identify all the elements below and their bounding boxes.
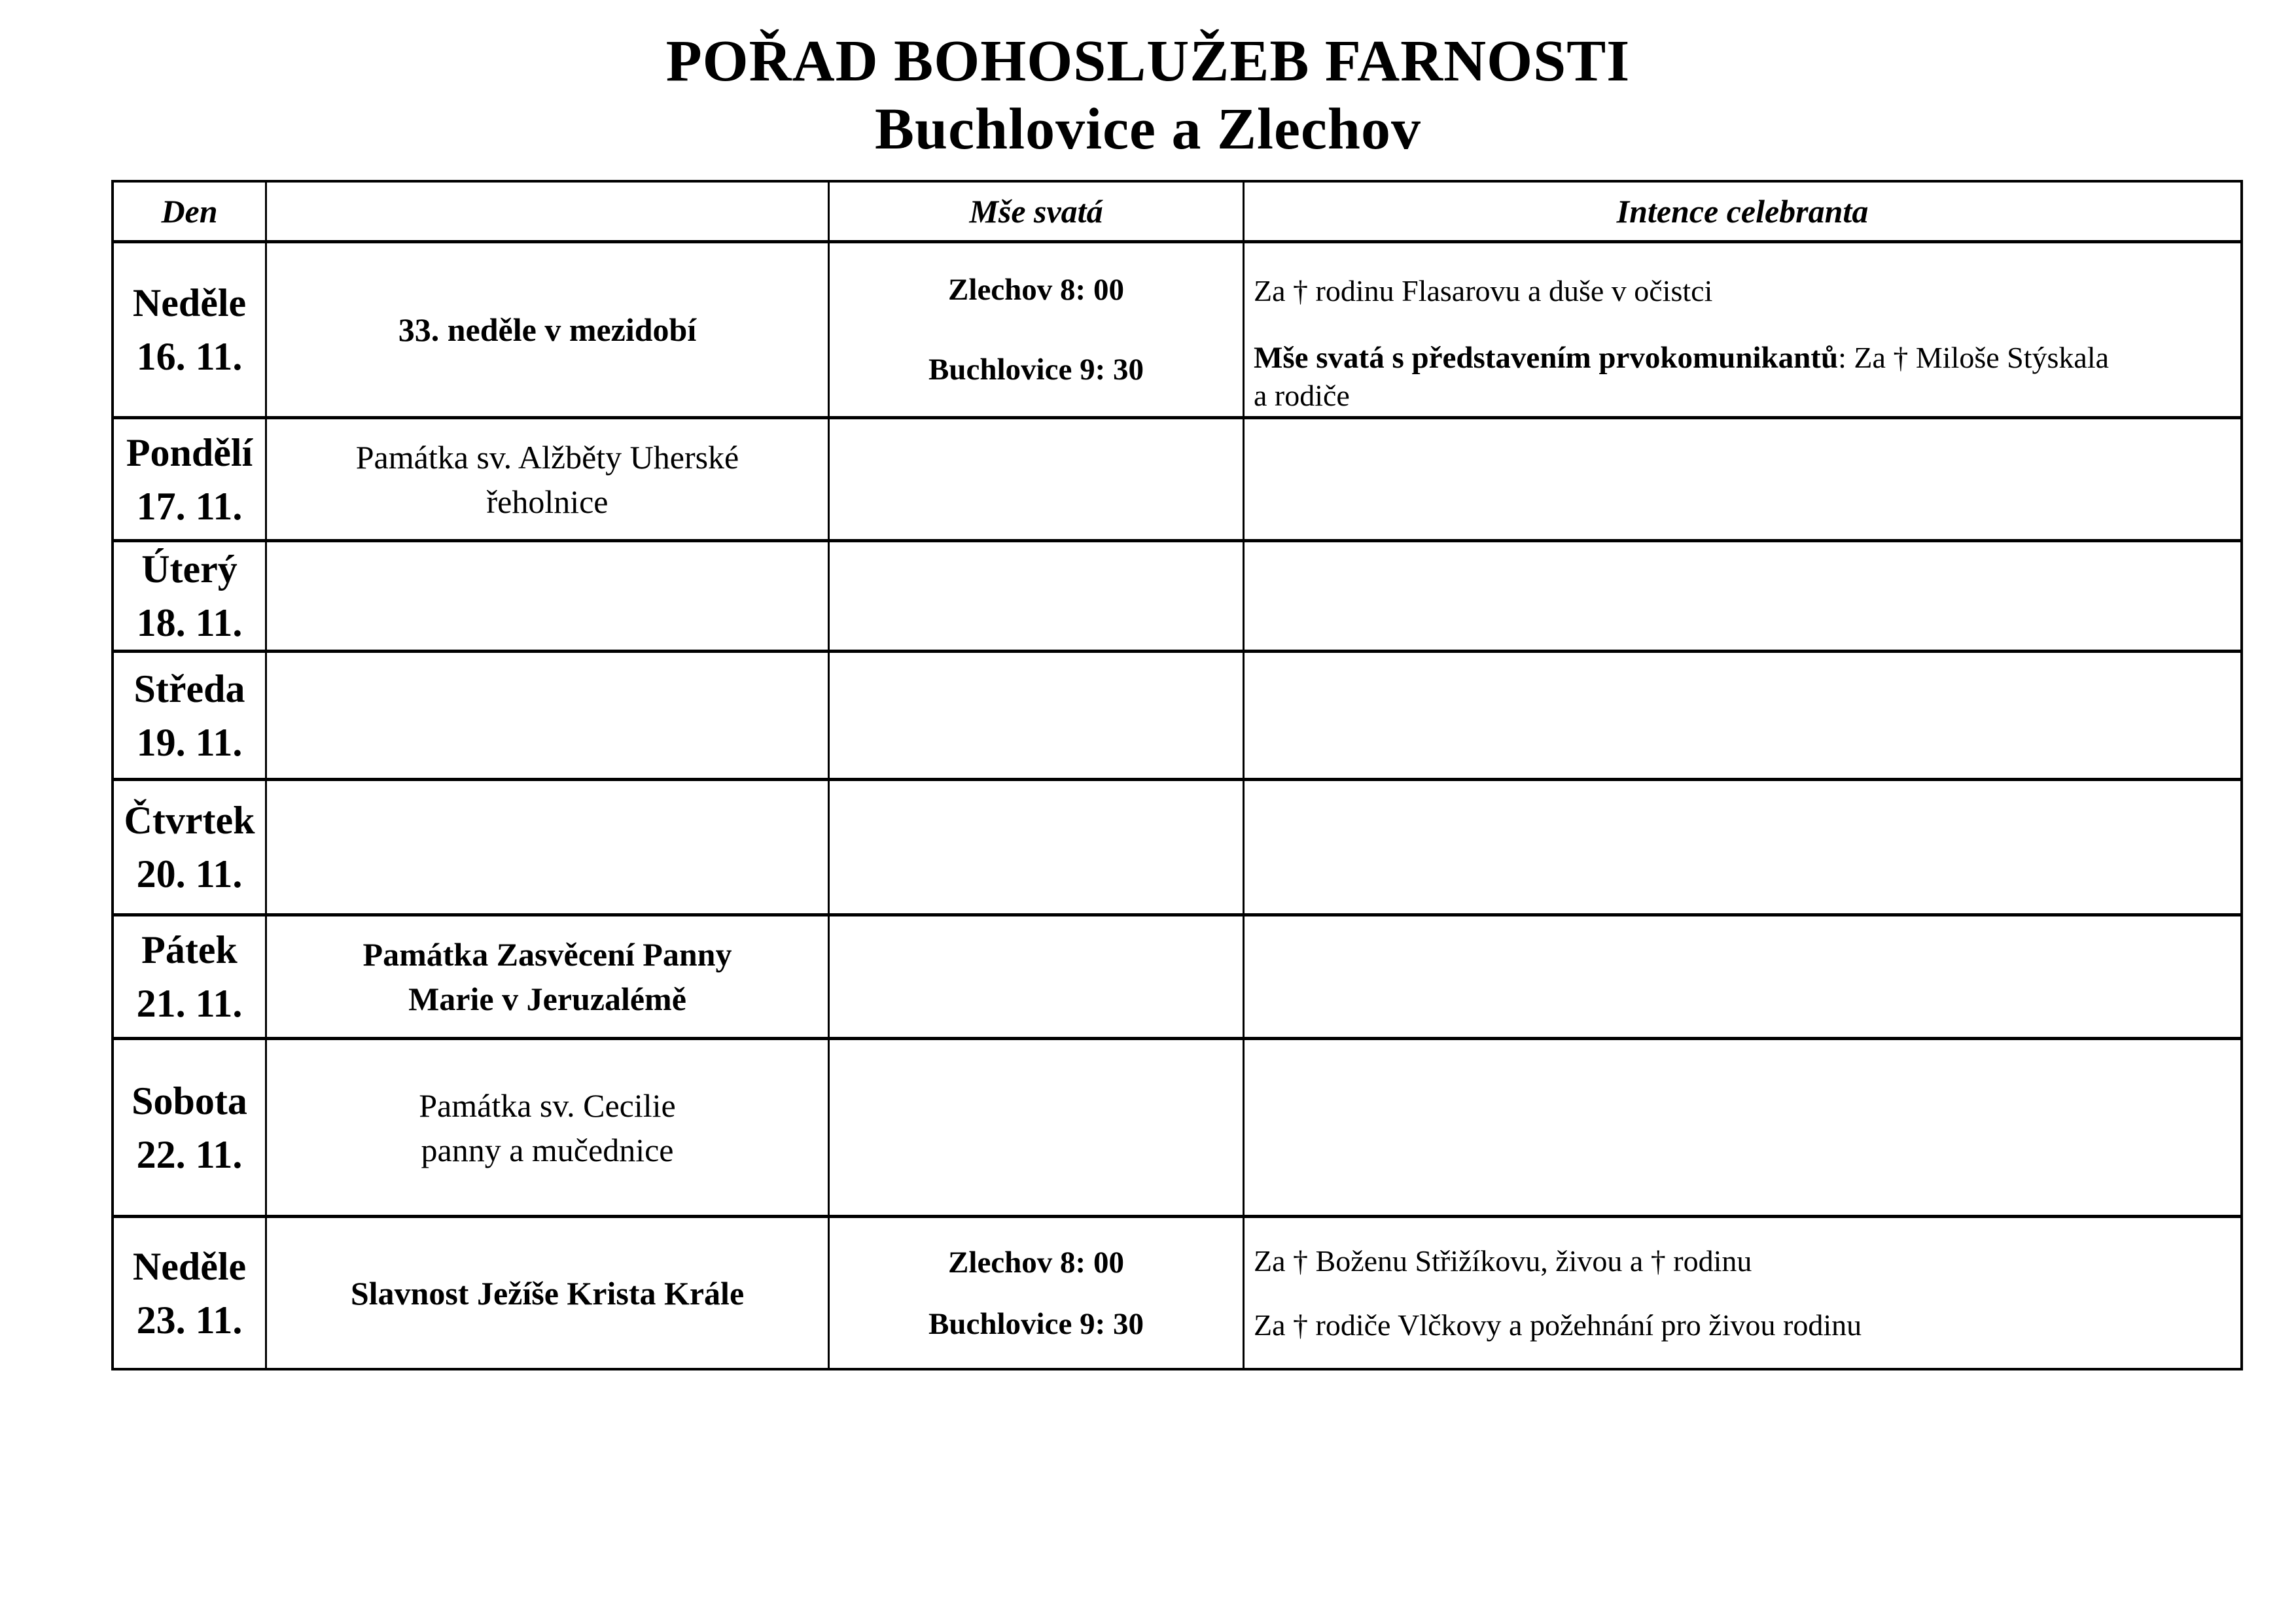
feast-line-1: Památka sv. Cecilie (419, 1087, 676, 1124)
day-cell-thursday-20 (114, 781, 267, 916)
feast-line-2: panny a mučednice (421, 1131, 674, 1168)
day-date: 23. 11. (136, 1298, 243, 1342)
title-line-2: Buchlovice a Zlechov (875, 97, 1421, 162)
day-date: 18. 11. (136, 601, 243, 644)
intention-line-2 (1254, 339, 2234, 415)
day-name: Neděle (132, 281, 247, 324)
mass-time-1: Zlechov 8: 00 (948, 1245, 1124, 1280)
feast-cell-wednesday-19 (267, 653, 830, 781)
feast-cell-saturday-22 (267, 1040, 830, 1218)
day-name: Sobota (132, 1079, 247, 1123)
title-line-1: POŘAD BOHOSLUŽEB FARNOSTI (665, 29, 1631, 94)
feast-line: 33. neděle v mezidobí (398, 311, 697, 348)
day-name: Úterý (141, 548, 238, 591)
day-cell-wednesday-19 (114, 653, 267, 781)
intention-cell-friday-21 (1245, 916, 2240, 1040)
document-title (0, 27, 2296, 164)
day-cell-sunday-16 (114, 243, 267, 419)
mass-cell-sunday-23 (830, 1218, 1245, 1368)
mass-time-1: Zlechov 8: 00 (948, 273, 1124, 307)
intention-bold-segment: Mše svatá s představením prvokomunikantů (1254, 341, 1839, 375)
header-feast (267, 183, 830, 243)
schedule-table (111, 180, 2243, 1370)
intention-line-1: Za † rodinu Flasarovu a duše v očistci (1254, 274, 1713, 307)
intention-line-1: Za † Boženu Střižíkovu, živou a † rodinu (1254, 1244, 1752, 1278)
mass-cell-tuesday-18 (830, 542, 1245, 653)
day-cell-tuesday-18 (114, 542, 267, 653)
feast-line-1: Památka sv. Alžběty Uherské (355, 438, 739, 476)
day-name: Čtvrtek (124, 799, 255, 842)
day-name: Středa (133, 667, 245, 710)
intention-cell-monday-17 (1245, 419, 2240, 542)
feast-line-1: Památka Zasvěcení Panny (362, 936, 732, 973)
header-mass: Mše svatá (830, 183, 1245, 243)
mass-time-2: Buchlovice 9: 30 (928, 1306, 1144, 1341)
day-date: 16. 11. (136, 335, 243, 378)
header-day: Den (114, 183, 267, 243)
mass-cell-sunday-16 (830, 243, 1245, 419)
mass-cell-saturday-22 (830, 1040, 1245, 1218)
feast-cell-monday-17 (267, 419, 830, 542)
intention-cell-saturday-22 (1245, 1040, 2240, 1218)
day-name: Neděle (132, 1244, 247, 1288)
feast-cell-sunday-16 (267, 243, 830, 419)
day-cell-sunday-23 (114, 1218, 267, 1368)
feast-cell-sunday-23 (267, 1218, 830, 1368)
day-name: Pondělí (126, 430, 253, 474)
feast-cell-tuesday-18 (267, 542, 830, 653)
intention-line-3: a rodiče (1254, 379, 1350, 412)
intention-line-2: Za † rodiče Vlčkovy a požehnání pro živou rodinu (1254, 1308, 1862, 1342)
intention-cell-wednesday-19 (1245, 653, 2240, 781)
intention-cell-tuesday-18 (1245, 542, 2240, 653)
feast-cell-thursday-20 (267, 781, 830, 916)
day-cell-monday-17 (114, 419, 267, 542)
day-cell-saturday-22 (114, 1040, 267, 1218)
intention-cell-sunday-16 (1245, 243, 2240, 419)
day-date: 17. 11. (136, 484, 243, 528)
day-date: 21. 11. (136, 982, 243, 1025)
day-date: 19. 11. (136, 720, 243, 764)
day-name: Pátek (141, 928, 238, 971)
mass-cell-monday-17 (830, 419, 1245, 542)
day-cell-friday-21 (114, 916, 267, 1040)
feast-cell-friday-21 (267, 916, 830, 1040)
day-date: 22. 11. (136, 1132, 243, 1176)
mass-time-2: Buchlovice 9: 30 (928, 353, 1144, 387)
feast-line: Slavnost Ježíše Krista Krále (350, 1274, 745, 1312)
feast-line-2: Marie v Jeruzalémě (408, 981, 686, 1017)
intention-cell-sunday-23 (1245, 1218, 2240, 1368)
day-date: 20. 11. (136, 852, 243, 896)
mass-cell-friday-21 (830, 916, 1245, 1040)
intention-cell-thursday-20 (1245, 781, 2240, 916)
mass-cell-wednesday-19 (830, 653, 1245, 781)
mass-cell-thursday-20 (830, 781, 1245, 916)
header-intention: Intence celebranta (1245, 183, 2240, 243)
intention-regular-segment: : Za † Miloše Stýskala (1838, 341, 2110, 374)
feast-line-2: řeholnice (486, 483, 609, 520)
